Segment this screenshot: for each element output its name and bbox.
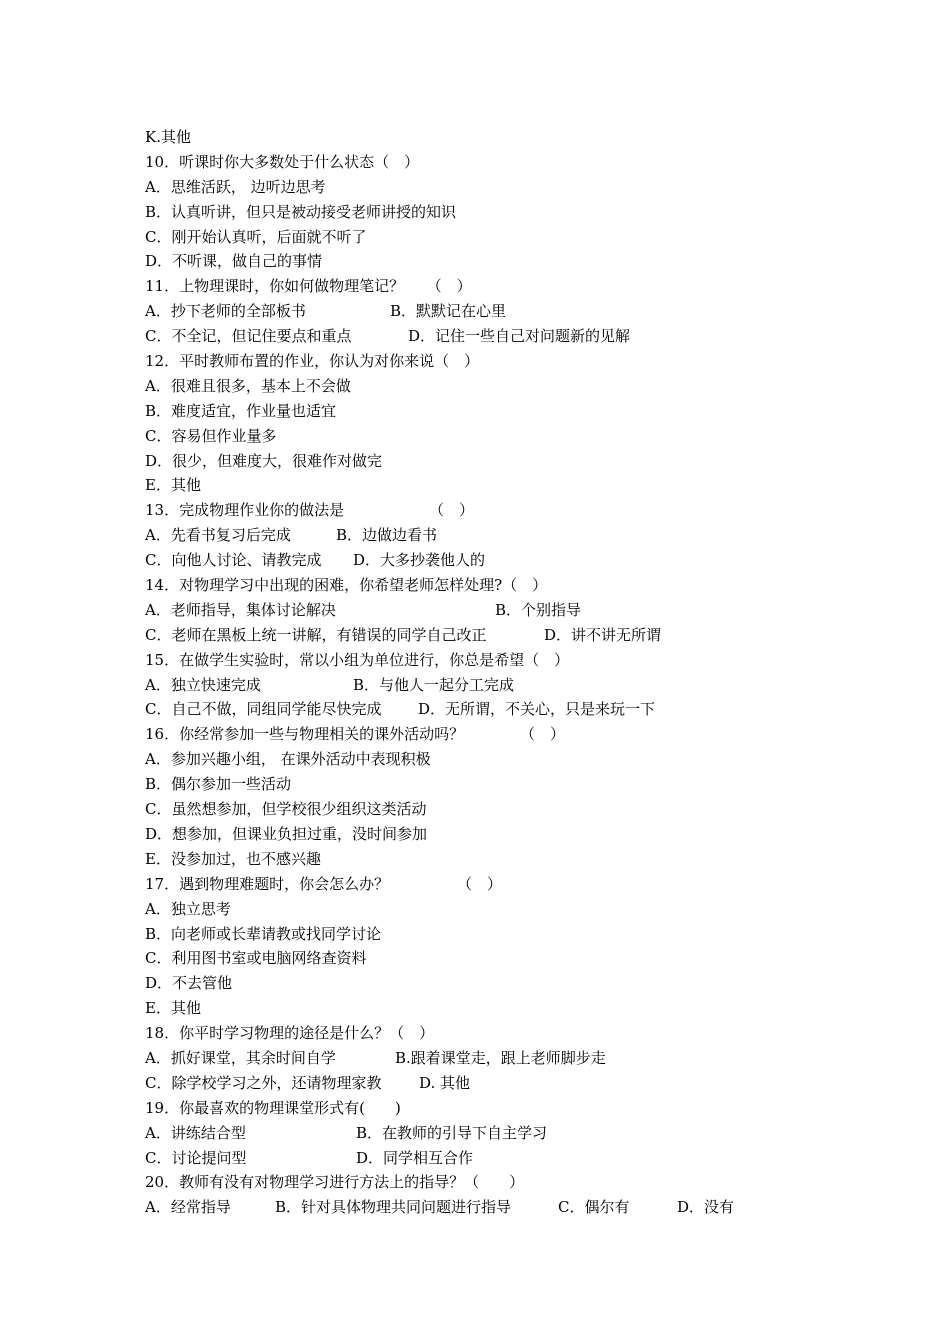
text-line <box>145 573 845 598</box>
option-text: D．同学相互合作 <box>356 1148 474 1167</box>
line-text: B．向老师或长辈请教或找同学讨论 <box>145 924 382 943</box>
text-line <box>145 1096 845 1121</box>
line-text: E．其他 <box>145 999 201 1018</box>
text-line <box>145 1071 845 1096</box>
text-line <box>145 797 845 822</box>
option-text: D. 其他 <box>419 1073 471 1092</box>
text-line <box>145 722 845 747</box>
option-text: B．个别指导 <box>495 600 582 619</box>
line-text: 15．在做学生实验时，常以小组为单位进行，你总是希望（ ） <box>145 650 570 669</box>
text-line <box>145 1021 845 1046</box>
option-text: B．默默记在心里 <box>390 302 507 321</box>
option-text: B.跟着课堂走，跟上老师脚步走 <box>395 1048 606 1067</box>
option-text: B．针对具体物理共同问题进行指导 <box>275 1198 512 1217</box>
text-line <box>145 673 845 698</box>
line-text: C．容易但作业量多 <box>145 426 277 445</box>
text-line <box>145 324 845 349</box>
text-line <box>145 623 845 648</box>
line-text: 14．对物理学习中出现的困难，你希望老师怎样处理?（ ） <box>145 576 548 595</box>
line-text: A．老师指导，集体讨论解决 <box>145 600 336 619</box>
line-text: 20．教师有没有对物理学习进行方法上的指导？（ ） <box>145 1173 525 1192</box>
option-text: D．没有 <box>677 1198 735 1217</box>
line-text: B．难度适宜，作业量也适宜 <box>145 401 337 420</box>
text-line <box>145 1121 845 1146</box>
option-text: B．在教师的引导下自主学习 <box>356 1123 548 1142</box>
text-line <box>145 548 845 573</box>
text-line <box>145 274 845 299</box>
text-line <box>145 399 845 424</box>
line-text: E．没参加过，也不感兴趣 <box>145 849 321 868</box>
line-text: A．独立快速完成 <box>145 675 261 694</box>
option-text: （ ） <box>520 725 566 744</box>
line-text: 10．听课时你大多数处于什么状态（ ） <box>145 152 420 171</box>
line-text: C．老师在黑板上统一讲解，有错误的同学自己改正 <box>145 625 487 644</box>
option-text: （ ） <box>429 501 475 520</box>
text-line <box>145 648 845 673</box>
line-text: C．向他人讨论、请教完成 <box>145 551 322 570</box>
line-text: B．认真听讲，但只是被动接受老师讲授的知识 <box>145 202 457 221</box>
option-text: D．大多抄袭他人的 <box>353 551 486 570</box>
text-line <box>145 125 845 150</box>
text-line <box>145 175 845 200</box>
text-line <box>145 946 845 971</box>
text-line <box>145 897 845 922</box>
text-line <box>145 473 845 498</box>
text-line <box>145 374 845 399</box>
line-text: D．不去管他 <box>145 974 233 993</box>
text-line <box>145 449 845 474</box>
option-text: D．无所谓，不关心，只是来玩一下 <box>418 700 656 719</box>
text-line <box>145 349 845 374</box>
line-text: 13．完成物理作业你的做法是 <box>145 501 345 520</box>
text-line <box>145 150 845 175</box>
line-text: A．思维活跃， 边听边思考 <box>145 177 326 196</box>
line-text: 11．上物理课时，你如何做物理笔记？ （ ） <box>145 277 472 296</box>
line-text: A．讲练结合型 <box>145 1123 246 1142</box>
line-text: C．讨论提问型 <box>145 1148 247 1167</box>
text-line <box>145 971 845 996</box>
line-text: D．想参加，但课业负担过重，没时间参加 <box>145 824 428 843</box>
text-line <box>145 772 845 797</box>
option-text: D．讲不讲无所谓 <box>544 625 662 644</box>
line-text: A．先看书复习后完成 <box>145 526 291 545</box>
text-line <box>145 822 845 847</box>
option-text: C．偶尔有 <box>558 1198 630 1217</box>
line-text: A．经常指导 <box>145 1198 231 1217</box>
text-line <box>145 598 845 623</box>
questionnaire-text <box>145 125 845 1220</box>
line-text: A．抓好课堂，其余时间自学 <box>145 1048 336 1067</box>
line-text: 19．你最喜欢的物理课堂形式有( ) <box>145 1098 401 1117</box>
text-line <box>145 1195 845 1220</box>
line-text: C．不全记，但记住要点和重点 <box>145 327 352 346</box>
text-line <box>145 523 845 548</box>
text-line <box>145 747 845 772</box>
line-text: 12．平时教师布置的作业，你认为对你来说（ ） <box>145 352 480 371</box>
text-line <box>145 996 845 1021</box>
line-text: A．参加兴趣小组， 在课外活动中表现积极 <box>145 750 431 769</box>
line-text: K.其他 <box>145 128 191 146</box>
line-text: A．抄下老师的全部板书 <box>145 302 306 321</box>
line-text: C．除学校学习之外，还请物理家教 <box>145 1073 382 1092</box>
text-line <box>145 200 845 225</box>
option-text: D．记住一些自己对问题新的见解 <box>408 327 631 346</box>
text-line <box>145 1046 845 1071</box>
text-line <box>145 872 845 897</box>
line-text: C．自己不做，同组同学能尽快完成 <box>145 700 382 719</box>
line-text: C．利用图书室或电脑网络查资料 <box>145 949 367 968</box>
text-line <box>145 299 845 324</box>
option-text: B．与他人一起分工完成 <box>353 675 515 694</box>
line-text: 16．你经常参加一些与物理相关的课外活动吗？ <box>145 725 465 744</box>
line-text: D．不听课，做自己的事情 <box>145 252 323 271</box>
line-text: A．很难且很多，基本上不会做 <box>145 376 351 395</box>
line-text: 18．你平时学习物理的途径是什么？（ ） <box>145 1024 435 1043</box>
text-line <box>145 249 845 274</box>
text-line <box>145 697 845 722</box>
text-line <box>145 498 845 523</box>
line-text: A．独立思考 <box>145 899 231 918</box>
option-text: B．边做边看书 <box>336 526 438 545</box>
line-text: B．偶尔参加一些活动 <box>145 775 292 794</box>
line-text: E．其他 <box>145 476 201 495</box>
text-line <box>145 225 845 250</box>
text-line <box>145 1146 845 1171</box>
text-line <box>145 922 845 947</box>
line-text: 17．遇到物理难题时，你会怎么办？ <box>145 874 390 893</box>
option-text: （ ） <box>457 874 503 893</box>
line-text: D．很少，但难度大，很难作对做完 <box>145 451 383 470</box>
text-line <box>145 424 845 449</box>
text-line <box>145 847 845 872</box>
line-text: C．刚开始认真听，后面就不听了 <box>145 227 367 246</box>
line-text: C．虽然想参加，但学校很少组织这类活动 <box>145 800 427 819</box>
text-line <box>145 1170 845 1195</box>
